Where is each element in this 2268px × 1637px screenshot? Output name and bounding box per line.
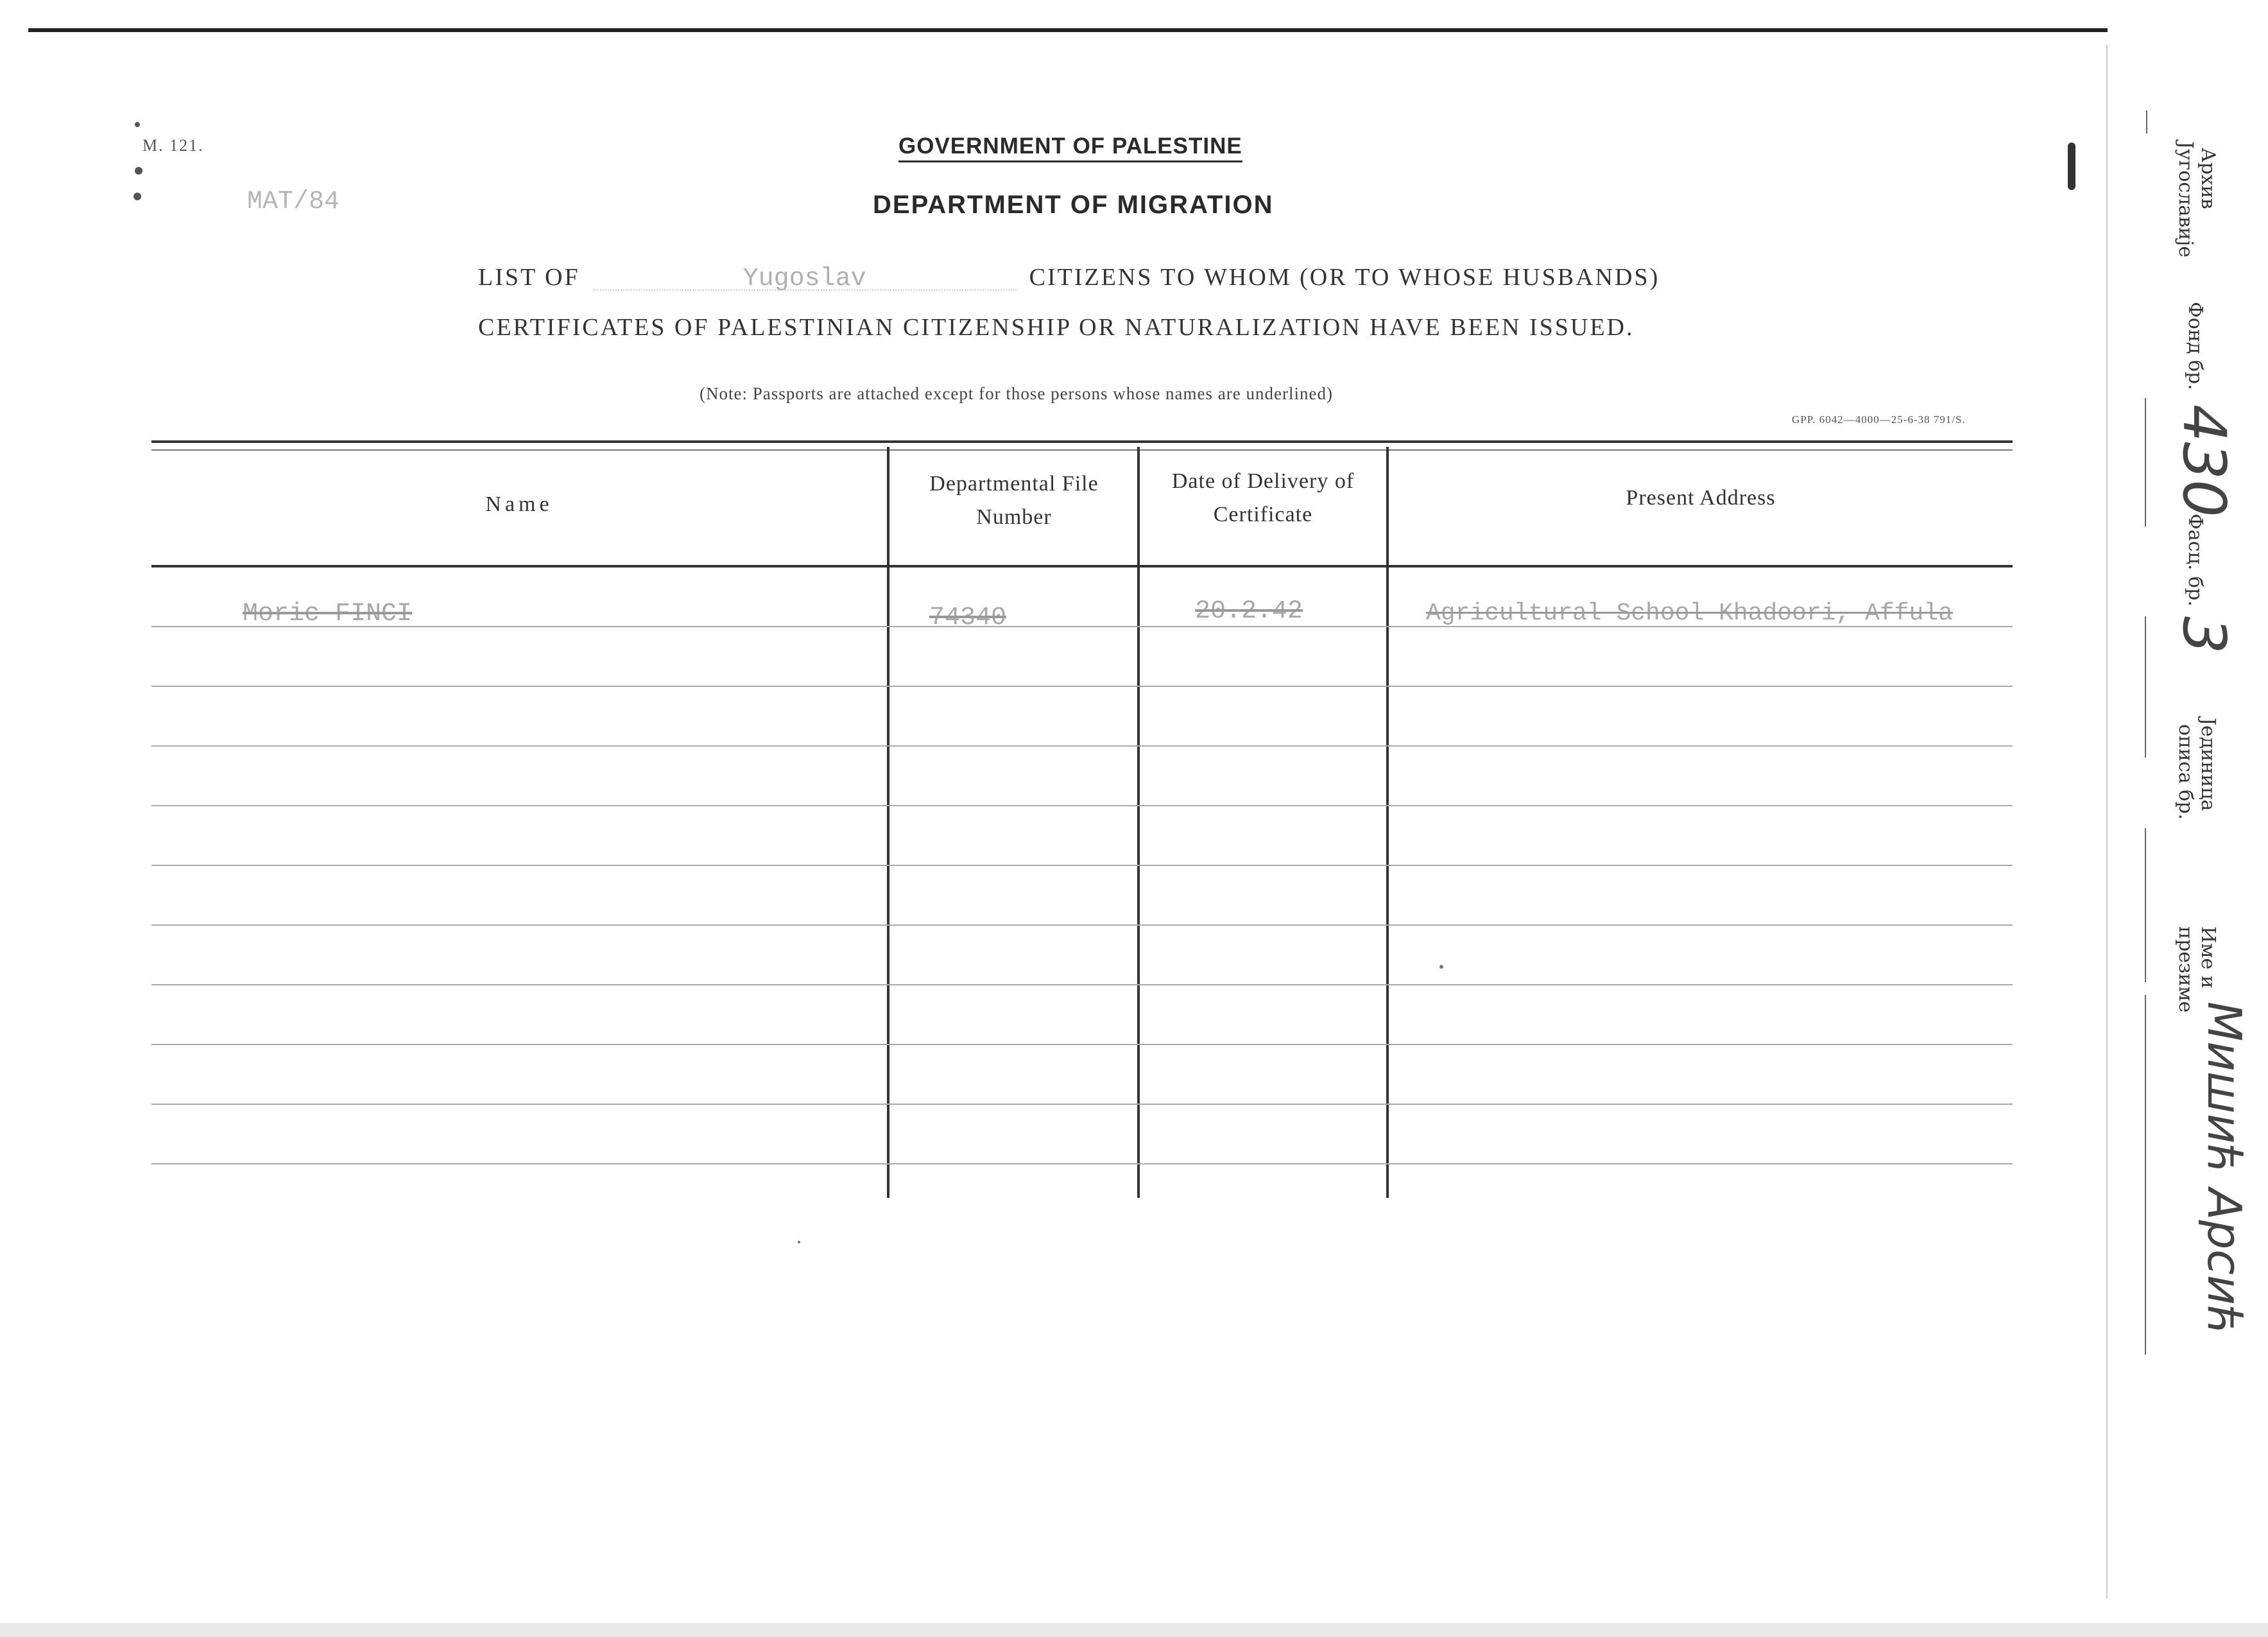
top-border-line: [28, 28, 2108, 32]
column-divider: [1386, 447, 1389, 1198]
column-header-name: Name: [485, 492, 553, 516]
cell-date: 20.2.42: [1195, 597, 1303, 626]
scan-speck: [1439, 965, 1443, 969]
cell-file-number: 74340: [929, 603, 1007, 632]
fasc-label: Фасц. бр.: [2184, 514, 2206, 607]
fasc-underline: [2145, 616, 2146, 758]
right-margin-line: [2106, 45, 2108, 1598]
column-divider: [887, 447, 889, 1198]
header-bottom-rule: [151, 565, 2013, 567]
fond-label: Фонд бр.: [2184, 302, 2206, 390]
name-value: Мишић Арсић: [2197, 1001, 2251, 1335]
archive-stamp: [2149, 128, 2251, 1489]
fond-underline: [2145, 398, 2146, 526]
scan-speck: [798, 1241, 800, 1243]
print-code: GPP. 6042—4000—25-6-38 791/S.: [1792, 413, 1966, 426]
reference-number: MAT/84: [247, 187, 340, 216]
row-rule: [151, 805, 2013, 806]
column-divider: [1137, 447, 1140, 1198]
column-header-date: Date of Delivery of Certificate: [1171, 469, 1355, 526]
unit-label-2: описа бр.: [2174, 724, 2197, 820]
name-label-2: презиме: [2174, 926, 2197, 1013]
passport-note: (Note: Passports are attached except for those persons whose names are underlined): [700, 384, 1333, 403]
form-code: M. 121.: [142, 136, 204, 155]
table-top-rule-thin: [151, 449, 2013, 451]
government-title: GOVERNMENT OF PALESTINE: [898, 134, 1242, 162]
archive-title-2: Југославије: [2174, 141, 2197, 258]
unit-label-1: Јединица: [2197, 718, 2219, 811]
list-suffix: CITIZENS TO WHOM (OR TO WHOSE HUSBANDS): [1029, 264, 1660, 291]
list-prefix: LIST OF: [478, 264, 580, 291]
cell-name: Moric FINCI: [243, 600, 413, 628]
column-header-file-number: Departmental File Number: [929, 472, 1099, 529]
row-rule: [151, 1163, 2013, 1165]
ink-mark: [2068, 143, 2075, 190]
certificates-heading: CERTIFICATES OF PALESTINIAN CITIZENSHIP OR NATURALIZATION HAVE BEEN ISSUED.: [478, 314, 1635, 341]
row-rule: [151, 984, 2013, 985]
row-rule: [151, 745, 2013, 747]
stamp-tick: [2146, 110, 2147, 134]
list-heading: [478, 263, 1660, 293]
row-rule: [151, 865, 2013, 866]
cell-address: Agricultural School Khadoori, Affula: [1426, 600, 1953, 627]
fond-value: 430: [2170, 404, 2238, 517]
fasc-value: 3: [2170, 616, 2238, 654]
unit-underline: [2145, 828, 2146, 982]
column-header-address: Present Address: [1626, 486, 1776, 510]
department-title: DEPARTMENT OF MIGRATION: [873, 191, 1274, 219]
nationality-field: Yugoslav: [580, 264, 1029, 293]
name-underline: [2145, 995, 2146, 1355]
name-label-1: Име и: [2197, 926, 2219, 989]
scan-bottom-band: [0, 1623, 2268, 1637]
row-rule: [151, 1104, 2013, 1105]
archive-title-1: Архив: [2197, 148, 2219, 209]
row-rule: [151, 686, 2013, 687]
table-top-rule: [151, 440, 2013, 443]
row-rule: [151, 924, 2013, 926]
row-rule: [151, 1044, 2013, 1045]
